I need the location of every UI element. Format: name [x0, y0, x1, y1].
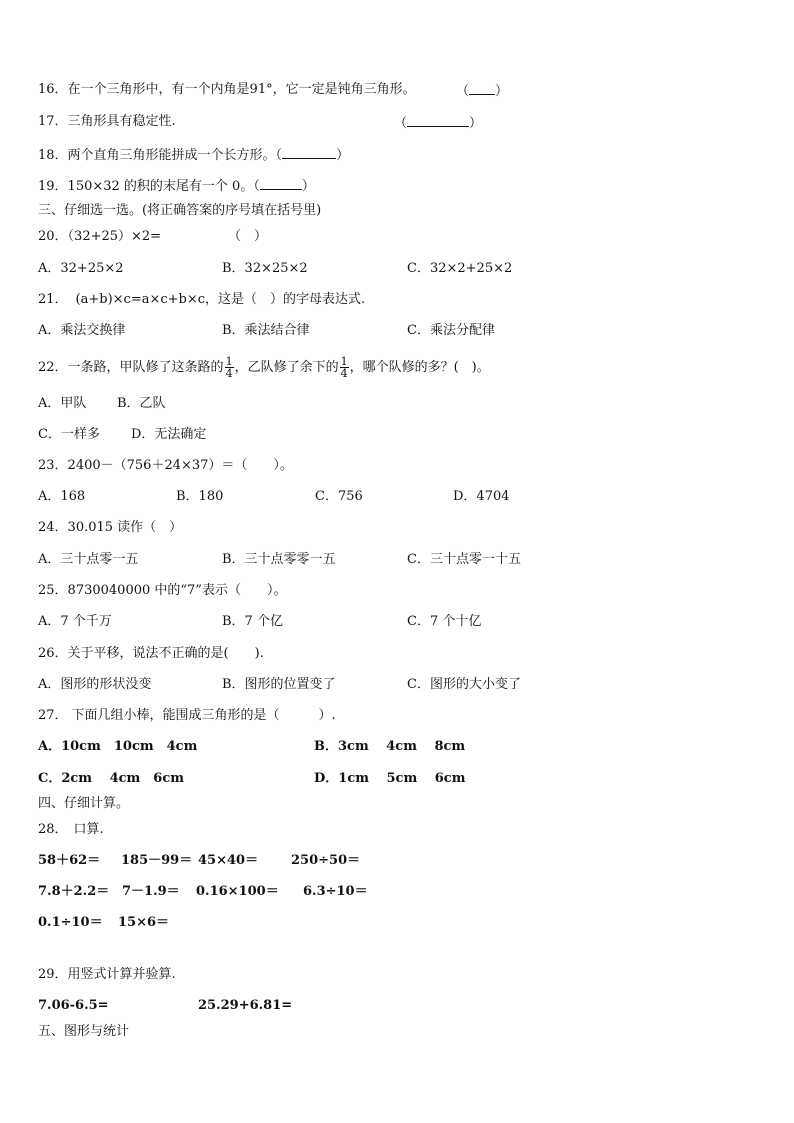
calc-item: 7－1.9＝ — [122, 884, 180, 899]
question-number: 19． — [38, 179, 68, 194]
option-21-a[interactable]: A．乘法交换律 — [38, 323, 126, 338]
paren-open: （ — [394, 116, 408, 131]
option-26-a[interactable]: A．图形的形状没变 — [38, 677, 152, 692]
question-text: (a+b)×c=a×c+b×c，这是（ ）的字母表达式. — [75, 292, 366, 307]
fraction-numerator: 1 — [340, 355, 348, 368]
question-number: 23． — [38, 458, 68, 473]
question-number: 25． — [38, 583, 68, 598]
option-24-a[interactable]: A．三十点零一五 — [38, 552, 139, 567]
question-text: 口算. — [73, 822, 104, 837]
section-3-title: 三、仔细选一选。(将正确答案的序号填在括号里) — [38, 203, 322, 218]
question-17 — [38, 114, 176, 130]
calc-item: 250÷50＝ — [291, 853, 361, 868]
calc-item: 0.1÷10＝ — [38, 915, 103, 930]
calc-item: 15×6＝ — [118, 915, 170, 930]
question-27 — [38, 708, 336, 724]
calc-item: 7.06-6.5= — [38, 998, 109, 1013]
section-5-title: 五、图形与统计 — [38, 1024, 130, 1039]
option-23-d[interactable]: D．4704 — [453, 489, 510, 504]
option-26-c[interactable]: C．图形的大小变了 — [407, 677, 521, 692]
question-text: 2400－（756＋24×37）＝（ ）。 — [67, 458, 293, 473]
question-23 — [38, 458, 293, 474]
question-text-part-3: ，哪个队修的多？( )。 — [349, 360, 490, 375]
option-21-c[interactable]: C．乘法分配律 — [407, 323, 495, 338]
question-22 — [38, 356, 490, 379]
question-text: 30.015 读作（ ） — [67, 520, 183, 535]
fraction-one-quarter — [340, 356, 349, 379]
option-20-a[interactable]: A．32+25×2 — [38, 261, 124, 276]
option-24-b[interactable]: B．三十点零零一五 — [222, 552, 336, 567]
option-20-b[interactable]: B．32×25×2 — [222, 261, 308, 276]
question-number: 26． — [38, 646, 68, 661]
option-22-d[interactable]: D．无法确定 — [131, 427, 207, 442]
question-text-part-1: 一条路，甲队修了这条路的 — [67, 360, 224, 375]
answer-blank[interactable] — [282, 146, 336, 159]
question-number: 17． — [38, 114, 68, 129]
calc-item: 6.3÷10＝ — [303, 884, 368, 899]
question-28 — [38, 822, 104, 838]
question-text: 150×32 的积的末尾有一个 0。（ — [67, 179, 260, 194]
option-20-c[interactable]: C．32×2+25×2 — [407, 261, 513, 276]
paren-close: ） — [301, 179, 315, 194]
answer-paren-16[interactable] — [456, 82, 508, 100]
question-text: 两个直角三角形能拼成一个长方形。（ — [67, 148, 283, 163]
option-23-b[interactable]: B．180 — [176, 489, 224, 504]
question-text: 三角形具有稳定性. — [67, 114, 176, 129]
option-25-c[interactable]: C．7 个十亿 — [407, 614, 482, 629]
question-20 — [38, 229, 161, 245]
option-23-c[interactable]: C．756 — [315, 489, 363, 504]
question-text: （32+25）×2= — [67, 229, 162, 244]
option-22-a[interactable]: A．甲队 — [38, 396, 87, 411]
question-number: 16． — [38, 82, 68, 97]
fraction-denominator: 4 — [340, 367, 348, 380]
question-number: 21． — [38, 292, 68, 307]
option-22-b[interactable]: B．乙队 — [117, 396, 166, 411]
option-24-c[interactable]: C．三十点零一十五 — [407, 552, 521, 567]
option-27-a[interactable]: A．10cm 10cm 4cm — [38, 739, 198, 754]
option-23-a[interactable]: A．168 — [38, 489, 86, 504]
question-text: 8730040000 中的“7”表示（ ）。 — [67, 583, 287, 598]
question-16 — [38, 82, 416, 98]
paren-close: ） — [469, 116, 483, 131]
question-text: 在一个三角形中，有一个内角是91°，它一定是钝角三角形。 — [67, 82, 416, 97]
answer-blank[interactable] — [469, 82, 495, 95]
calc-item: 45×40＝ — [198, 853, 259, 868]
question-18 — [38, 146, 349, 164]
paren-close: ） — [495, 84, 509, 99]
question-number: 20． — [38, 229, 68, 244]
option-27-c[interactable]: C．2cm 4cm 6cm — [38, 771, 185, 786]
question-19 — [38, 177, 315, 195]
option-27-d[interactable]: D．1cm 5cm 6cm — [314, 771, 466, 786]
question-text-part-2: ，乙队修了余下的 — [234, 360, 339, 375]
question-number: 29． — [38, 967, 68, 982]
question-29 — [38, 967, 176, 983]
question-24 — [38, 520, 182, 536]
option-27-b[interactable]: B．3cm 4cm 8cm — [314, 739, 466, 754]
fraction-numerator: 1 — [225, 355, 233, 368]
answer-paren-20[interactable]: （ ） — [228, 229, 268, 244]
question-number: 27． — [38, 708, 68, 723]
question-26 — [38, 646, 264, 662]
question-number: 28． — [38, 822, 68, 837]
answer-blank[interactable] — [407, 114, 469, 127]
question-text: 用竖式计算并验算. — [67, 967, 176, 982]
calc-item: 58＋62＝ — [38, 853, 101, 868]
question-number: 24． — [38, 520, 68, 535]
calc-item: 7.8＋2.2＝ — [38, 884, 110, 899]
question-21 — [38, 292, 365, 308]
paren-open: （ — [456, 84, 470, 99]
calc-item: 25.29+6.81= — [198, 998, 293, 1013]
fraction-one-quarter — [225, 356, 234, 379]
option-22-c[interactable]: C．一样多 — [38, 427, 100, 442]
calc-item: 0.16×100＝ — [196, 884, 279, 899]
question-text: 下面几组小棒，能围成三角形的是（ ）. — [71, 708, 336, 723]
answer-paren-17[interactable] — [394, 114, 482, 132]
question-text: 关于平移，说法不正确的是( ). — [67, 646, 264, 661]
option-25-b[interactable]: B．7 个亿 — [222, 614, 283, 629]
section-4-title: 四、仔细计算。 — [38, 796, 130, 811]
question-number: 18． — [38, 148, 68, 163]
calc-item: 185－99＝ — [121, 853, 193, 868]
paren-close: ） — [336, 148, 350, 163]
option-21-b[interactable]: B．乘法结合律 — [222, 323, 310, 338]
option-25-a[interactable]: A．7 个千万 — [38, 614, 112, 629]
option-26-b[interactable]: B．图形的位置变了 — [222, 677, 336, 692]
question-25 — [38, 583, 286, 599]
question-number: 22． — [38, 360, 68, 375]
fraction-denominator: 4 — [225, 367, 233, 380]
answer-blank[interactable] — [260, 177, 302, 190]
